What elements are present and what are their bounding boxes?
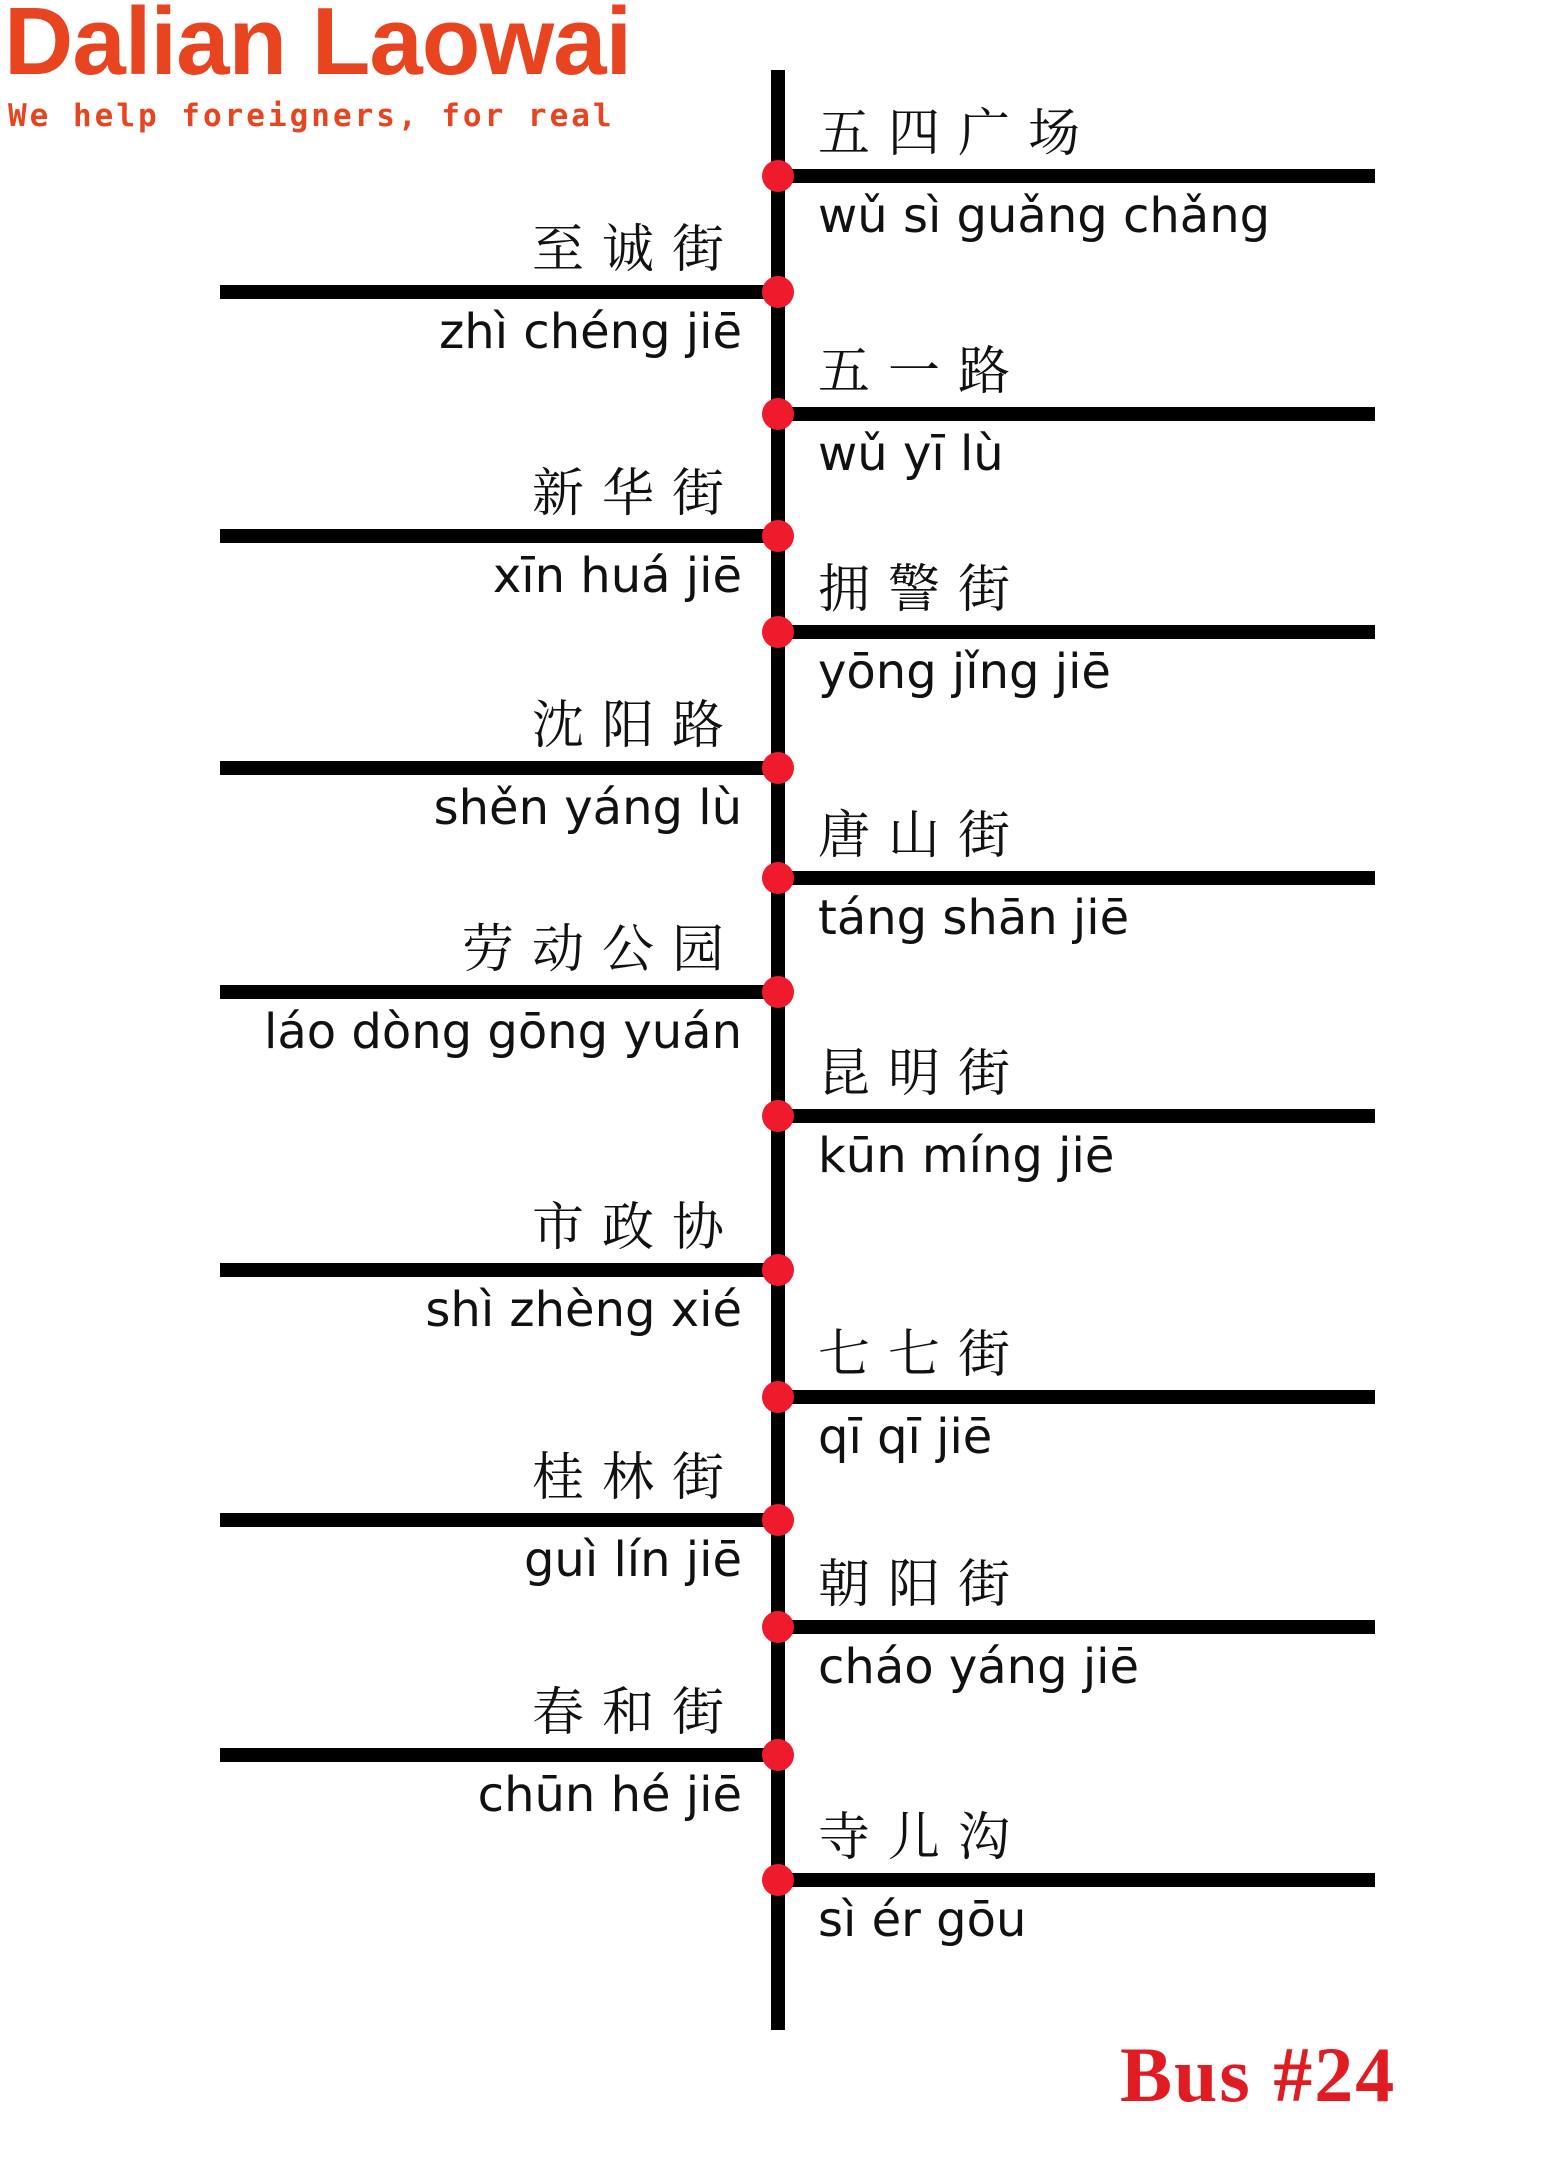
stop-line [778, 1620, 1375, 1634]
stop-dot [762, 1254, 794, 1286]
stop-name-pinyin: sì ér gōu [818, 1892, 1027, 1948]
stop-dot [762, 1739, 794, 1771]
stop-name-pinyin: táng shān jiē [818, 890, 1130, 946]
stop-dot [762, 616, 794, 648]
stop-name-chinese: 唐山街 [818, 806, 1029, 866]
stop-name-pinyin: zhì chéng jiē [439, 304, 742, 360]
stop-line [778, 1109, 1375, 1123]
stop-line [778, 871, 1375, 885]
stop-dot [762, 752, 794, 784]
stop-dot [762, 1504, 794, 1536]
stop-name-chinese: 沈阳路 [531, 696, 742, 756]
stop-dot [762, 160, 794, 192]
stop-dot [762, 1100, 794, 1132]
stop-line [778, 1873, 1375, 1887]
stop-name-chinese: 桂林街 [531, 1448, 742, 1508]
stop-line [220, 761, 778, 775]
stop-dot [762, 862, 794, 894]
stop-line [778, 1390, 1375, 1404]
stop-name-chinese: 朝阳街 [818, 1555, 1029, 1615]
stop-name-pinyin: kūn míng jiē [818, 1128, 1115, 1184]
stop-line [220, 1748, 778, 1762]
stop-dot [762, 398, 794, 430]
stop-name-chinese: 春和街 [531, 1683, 742, 1743]
stop-line [778, 407, 1375, 421]
stop-name-chinese: 寺儿沟 [818, 1808, 1029, 1868]
stop-name-pinyin: chūn hé jiē [477, 1767, 742, 1823]
stop-dot [762, 1864, 794, 1896]
stop-dot [762, 1381, 794, 1413]
stop-name-chinese: 拥警街 [818, 560, 1029, 620]
stop-name-chinese: 五一路 [818, 342, 1029, 402]
stop-line [220, 1263, 778, 1277]
stop-dot [762, 276, 794, 308]
stop-name-chinese: 七七街 [818, 1325, 1029, 1385]
stop-name-chinese: 五四广场 [818, 104, 1099, 164]
stop-dot [762, 520, 794, 552]
stop-name-pinyin: wǔ yī lù [818, 426, 1004, 482]
stop-line [220, 1513, 778, 1527]
stop-name-pinyin: yōng jǐng jiē [818, 644, 1111, 700]
stop-name-chinese: 至诚街 [531, 220, 742, 280]
stop-name-pinyin: cháo yáng jiē [818, 1639, 1140, 1695]
stop-name-pinyin: shì zhèng xié [425, 1282, 742, 1338]
stop-dot [762, 976, 794, 1008]
stop-line [778, 625, 1375, 639]
brand-tagline: We help foreigners, for real [8, 98, 615, 134]
stop-line [220, 529, 778, 543]
stop-line [778, 169, 1375, 183]
stop-name-chinese: 劳动公园 [461, 920, 742, 980]
stop-name-pinyin: guì lín jiē [523, 1532, 742, 1588]
stop-line [220, 985, 778, 999]
stop-name-pinyin: qī qī jiē [818, 1409, 993, 1465]
stop-name-chinese: 市政协 [531, 1198, 742, 1258]
stop-name-pinyin: láo dòng gōng yuán [263, 1004, 742, 1060]
brand-title: Dalian Laowai [4, 0, 632, 95]
stop-name-pinyin: shěn yáng lù [433, 780, 742, 836]
bus-route-label: Bus #24 [1120, 2031, 1397, 2118]
stop-name-chinese: 新华街 [531, 464, 742, 524]
stop-line [220, 285, 778, 299]
stop-dot [762, 1611, 794, 1643]
route-spine [771, 70, 785, 2030]
stop-name-chinese: 昆明街 [818, 1044, 1029, 1104]
stop-name-pinyin: wǔ sì guǎng chǎng [818, 188, 1271, 244]
stop-name-pinyin: xīn huá jiē [492, 548, 742, 604]
